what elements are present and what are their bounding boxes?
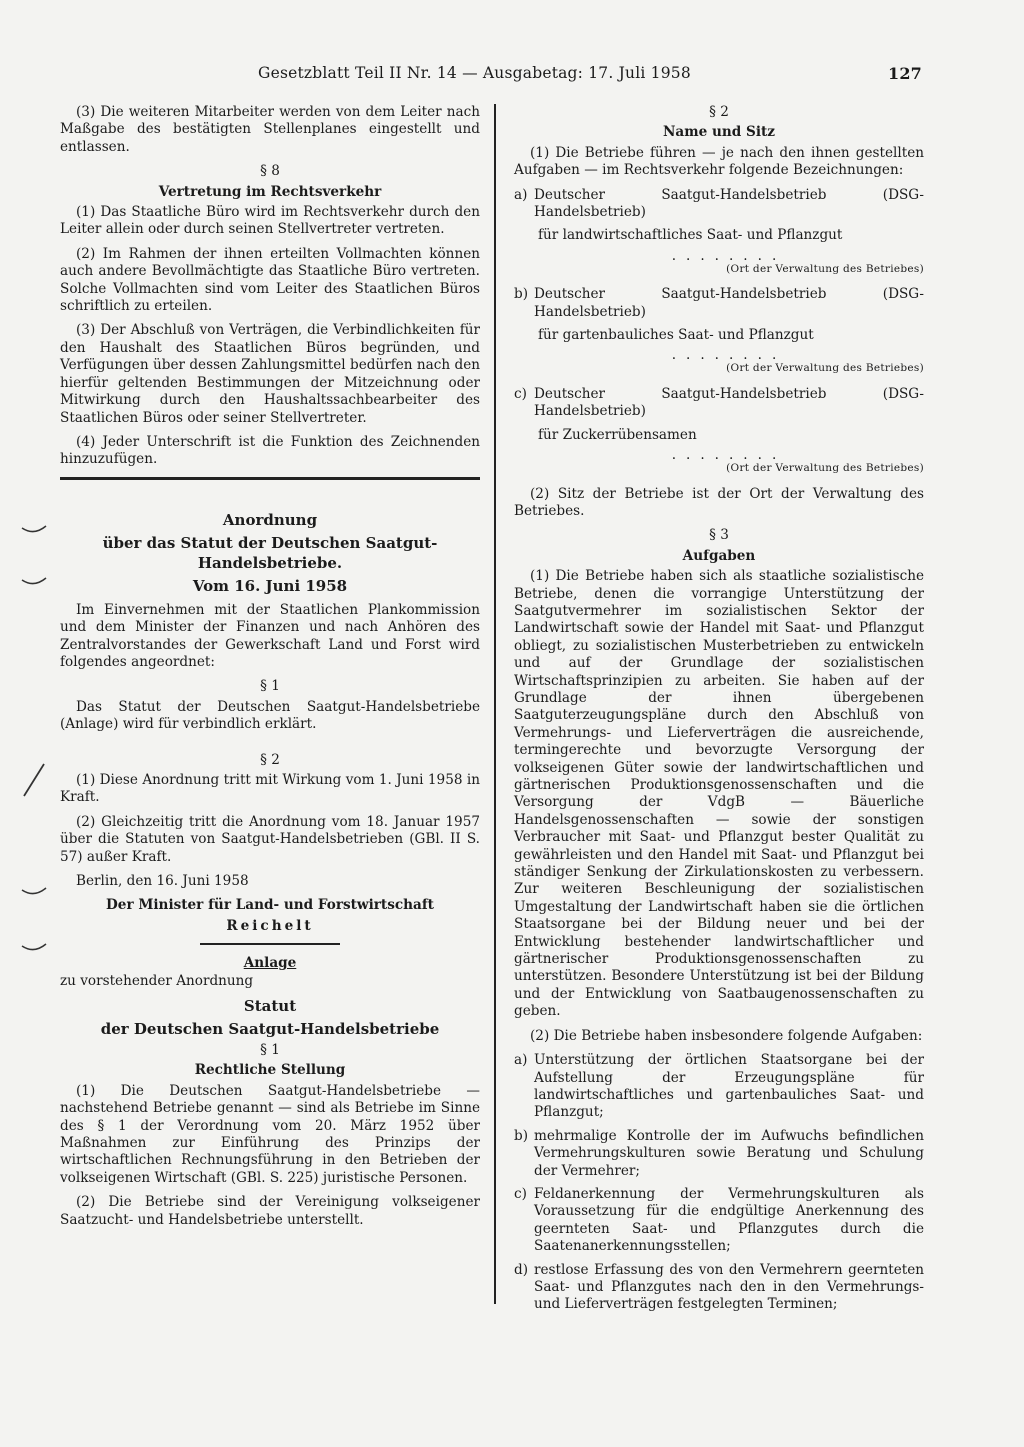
statute-subtitle: der Deutschen Saatgut-Handelsbetriebe [100,1020,440,1039]
signatory-title: Der Minister für Land- und Forstwirtschaft [106,897,434,914]
left-column [60,104,480,1236]
designation-b [514,286,924,378]
task-item [514,1186,924,1256]
signature-rule [200,943,340,945]
item-label: c) [514,1185,527,1202]
item-text: Deutscher Saatgut-Handelsbetrieb (DSG-Handelsbetrieb) [534,286,924,320]
item-text: Feldanerkennung der Vermehrungskulturen als Voraussetzung für die endgültige Anerkennung des geernteten Saat- und Pflanzgutes durch die Saatenanerkennungsstellen; [534,1185,924,1255]
item-text: Deutscher Saatgut-Handelsbetrieb (DSG-Handelsbetrieb) [534,186,924,221]
column-divider [494,104,496,1304]
margin-mark-icon [20,938,50,958]
section-number: § 1 [260,1042,280,1059]
item-text: mehrmalige Kontrolle der im Aufwuchs befindlichen Vermehrungskulturen sowie Beratung und Schulung der Vermehrer; [534,1127,924,1179]
item-label: d) [514,1261,529,1278]
designation-c [514,386,924,478]
paragraph: (3) Der Abschluß von Verträgen, die Verbindlichkeiten für den Haushalt des Staatlichen Büros begründen, und Verfügungen über dessen Zahlungsmittel bedürfen nach den hierfür geltenden Bestimmungen der Mitzeichnung oder Mitwirkung durch den Haushaltssachbearbeiter des Staatlichen Büros oder seiner Stellvertreter. [60,322,480,426]
page-header [258,60,922,90]
annex-label: Anlage [243,955,297,972]
paragraph: (2) Sitz der Betriebe ist der Ort der Verwaltung des Betriebes. [514,485,924,519]
paragraph: Das Statut der Deutschen Saatgut-Handelsbetriebe (Anlage) wird für verbindlich erklärt. [60,698,480,733]
location-note: (Ort der Verwaltung des Betriebes) [726,262,924,275]
ordinance-date: Vom 16. Juni 1958 [192,576,348,595]
location-note: (Ort der Verwaltung des Betriebes) [726,362,924,375]
paragraph: (1) Die Betriebe führen — je nach den ihnen gestellten Aufgaben — im Rechtsverkehr folgende Bezeichnungen: [514,144,924,179]
section-title: Aufgaben [682,547,756,564]
item-purpose: für gartenbauliches Saat- und Pflanzgut [538,327,814,344]
section-number: § 1 [260,678,280,695]
place-date: Berlin, den 16. Juni 1958 [76,873,249,889]
item-label: a) [514,1052,528,1069]
section-number: § 2 [260,751,280,768]
margin-mark-icon [20,882,50,902]
section-title: Vertretung im Rechtsverkehr [158,183,382,200]
margin-mark-icon [20,520,50,540]
designation-a [514,187,924,279]
item-label: a) [514,186,528,203]
task-item [514,1128,924,1180]
item-text: restlose Erfassung des von den Vermehrern geernteten Saat- und Pflanzgutes nach den in den Vermehrungs- und Lieferverträgen festgelegten Terminen; [534,1261,924,1313]
item-purpose: für Zuckerrübensamen [538,426,697,443]
section-number: § 8 [260,163,280,180]
ordinance-title: Anordnung [222,510,318,529]
item-purpose: für landwirtschaftliches Saat- und Pflanzgut [538,227,843,244]
fill-dots: ........ [671,447,787,464]
paragraph: (2) Die Betriebe haben insbesondere folgende Aufgaben: [530,1027,923,1044]
section-number: § 2 [709,104,729,120]
paragraph: (1) Die Betriebe haben sich als staatliche sozialistische Betriebe, denen die vorrangige Unterstützung der Saatgutvermehrer im sozialistischen Sektor der Landwirtschaft sowie der Handel mit Saat- und Pflanzgut obliegt, zu sozialistischen Musterbetrieben zu entwickeln und auf der Grundlage der sozialistischen Wirtschaftsprinzipien zu arbeiten. Sie haben auf der Grundlage der ihnen übergebenen Saatguterzeugungspläne durch den Abschluß von Vermehrungs- und Lieferverträgen die ausreichende, termingerechte und bevorzugte Versorgung der volkseigenen Güter sowie der landwirtschaftlichen und gärtnerischen Produktionsgenossenschaften und die Versorgung der VdgB — Bäuerliche Handelsgenossenschaften — sowie der sonstigen Verbraucher mit Saat- und Pflanzgut bester Qualität zu gewährleisten und den Handel mit Saat- und Pflanzgut bei ständiger Senkung der Zirkulationskosten zu verbessern. Zur weiteren Beschleunigung der sozialistischen Umgestaltung der Landwirtschaft haben sie die örtlichen Staatsorgane bei der Bildung neuer und bei der Entwicklung bestehender landwirtschaftlicher und gärtnerischer Produktionsgenossenschaften zu unterstützen. Besondere Unterstützung ist bei der Bildung und der Entwicklung von Saatbaugenossenschaften zu geben. [514,568,924,1020]
section-number: § 3 [709,527,729,544]
task-item [514,1262,924,1314]
item-label: b) [514,1127,529,1144]
paragraph: (1) Die Deutschen Saatgut-Handelsbetriebe — nachstehend Betriebe genannt — sind als Betriebe im Sinne des § 1 der Verordnung vom 20. März 1952 über Maßnahmen zur Einführung des Prinzips der wirtschaftlichen Rechnungsführung in den Betrieben der volkseigenen Wirtschaft (GBl. S. 225) juristische Personen. [60,1082,480,1186]
header-title: Gesetzblatt Teil II Nr. 14 — Ausgabetag: 17. Juli 1958 [258,64,691,82]
section-title: Rechtliche Stellung [194,1062,346,1079]
paragraph: (2) Im Rahmen der ihnen erteilten Vollmachten können auch andere Bevollmächtigte das Staatliche Büro vertreten. Solche Vollmachten sind vom Leiter des Staatlichen Büros schriftlich zu erteilen. [60,245,480,315]
item-text: Deutscher Saatgut-Handelsbetrieb (DSG-Handelsbetrieb) [534,385,924,420]
paragraph: (1) Diese Anordnung tritt mit Wirkung vom 1. Juni 1958 in Kraft. [60,771,480,806]
item-label: b) [514,286,529,303]
page-number: 127 [888,64,922,83]
fill-dots: ........ [671,347,787,364]
paragraph: (1) Das Staatliche Büro wird im Rechtsverkehr durch den Leiter allein oder durch seinen Stellvertreter vertreten. [60,204,480,238]
item-text: Unterstützung der örtlichen Staatsorgane bei der Aufstellung der Erzeugungspläne für landwirtschaftliches und gartenbauliches Saat- und Pflanzgut; [534,1052,924,1121]
margin-stroke-icon [20,760,50,800]
section-separator [60,477,480,480]
margin-mark-icon [20,572,50,592]
section-title: Name und Sitz [663,124,775,141]
statute-title: Statut [243,997,297,1016]
ordinance-subtitle: über das Statut der Deutschen Saatgut-Handelsbetriebe. [102,533,438,572]
paragraph: Im Einvernehmen mit der Staatlichen Plankommission und dem Minister der Finanzen und nach Anhören des Zentralvorstandes der Gewerkschaft Land und Forst wird folgendes angeordnet: [60,601,480,670]
paragraph: (2) Die Betriebe sind der Vereinigung volkseigener Saatzucht- und Handelsbetriebe unterstellt. [60,1194,480,1228]
right-column [514,104,924,1320]
location-note: (Ort der Verwaltung des Betriebes) [726,462,924,475]
paragraph: (3) Die weiteren Mitarbeiter werden von dem Leiter nach Maßgabe des bestätigten Stellenplanes eingestellt und entlassen. [60,104,480,155]
item-label: c) [514,385,527,402]
signatory-name: Reichelt [226,917,314,934]
paragraph: (4) Jeder Unterschrift ist die Funktion des Zeichnenden hinzuzufügen. [60,433,480,468]
annex-subtitle: zu vorstehender Anordnung [60,972,254,989]
task-item [514,1052,924,1122]
fill-dots: ........ [671,247,787,264]
paragraph: (2) Gleichzeitig tritt die Anordnung vom 18. Januar 1957 über die Statuten von Saatgut-Handelsbetrieben (GBl. II S. 57) außer Kraft. [60,813,480,865]
